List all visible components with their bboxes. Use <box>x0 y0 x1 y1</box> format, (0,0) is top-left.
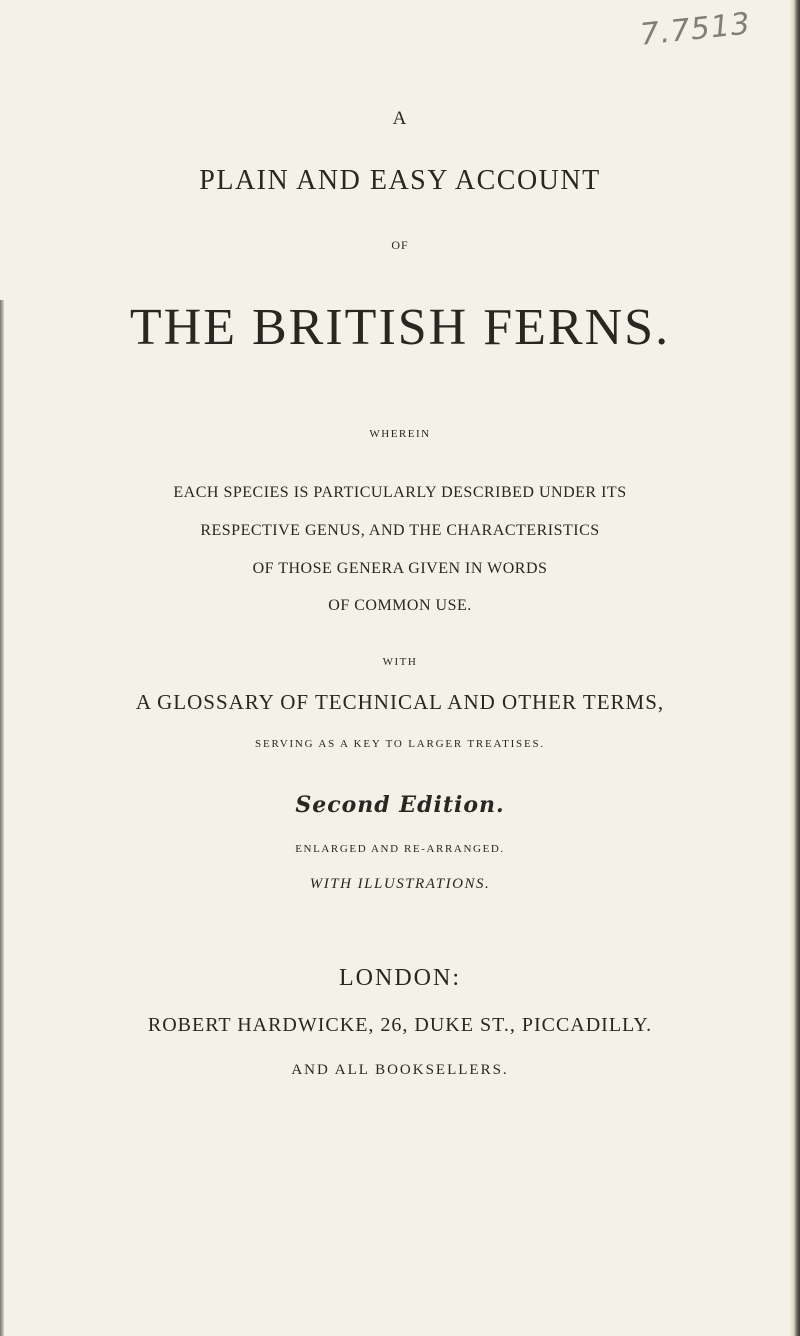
enlarged-line: ENLARGED AND RE-ARRANGED. <box>295 843 505 855</box>
page-edge-shadow <box>790 0 800 1336</box>
glossary-line: A GLOSSARY OF TECHNICAL AND OTHER TERMS, <box>135 690 665 714</box>
imprint-city: LONDON: <box>339 965 461 991</box>
main-title: THE BRITISH FERNS. <box>129 299 671 356</box>
title-of: OF <box>391 238 409 252</box>
description-line: OF COMMON USE. <box>328 597 472 614</box>
imprint-booksellers: AND ALL BOOKSELLERS. <box>291 1062 509 1078</box>
with-label: WITH <box>382 656 418 668</box>
handwritten-shelfmark: 7.7513 <box>638 6 753 53</box>
illustrations-line: WITH ILLUSTRATIONS. <box>309 876 491 892</box>
description-line: RESPECTIVE GENUS, AND THE CHARACTERISTICS <box>200 522 600 539</box>
imprint-publisher: ROBERT HARDWICKE, 26, DUKE ST., PICCADILLY. <box>147 1014 653 1036</box>
title-article: A <box>392 108 408 129</box>
wherein-label: WHEREIN <box>369 428 431 440</box>
description-line: OF THOSE GENERA GIVEN IN WORDS <box>252 560 548 577</box>
edition-line: Second Edition. <box>295 792 505 818</box>
description-line: EACH SPECIES IS PARTICULARLY DESCRIBED UNDER ITS <box>173 484 627 501</box>
page-left-edge <box>0 300 4 1336</box>
serving-line: SERVING AS A KEY TO LARGER TREATISES. <box>255 738 545 750</box>
title-line-1: PLAIN AND EASY ACCOUNT <box>199 165 601 196</box>
